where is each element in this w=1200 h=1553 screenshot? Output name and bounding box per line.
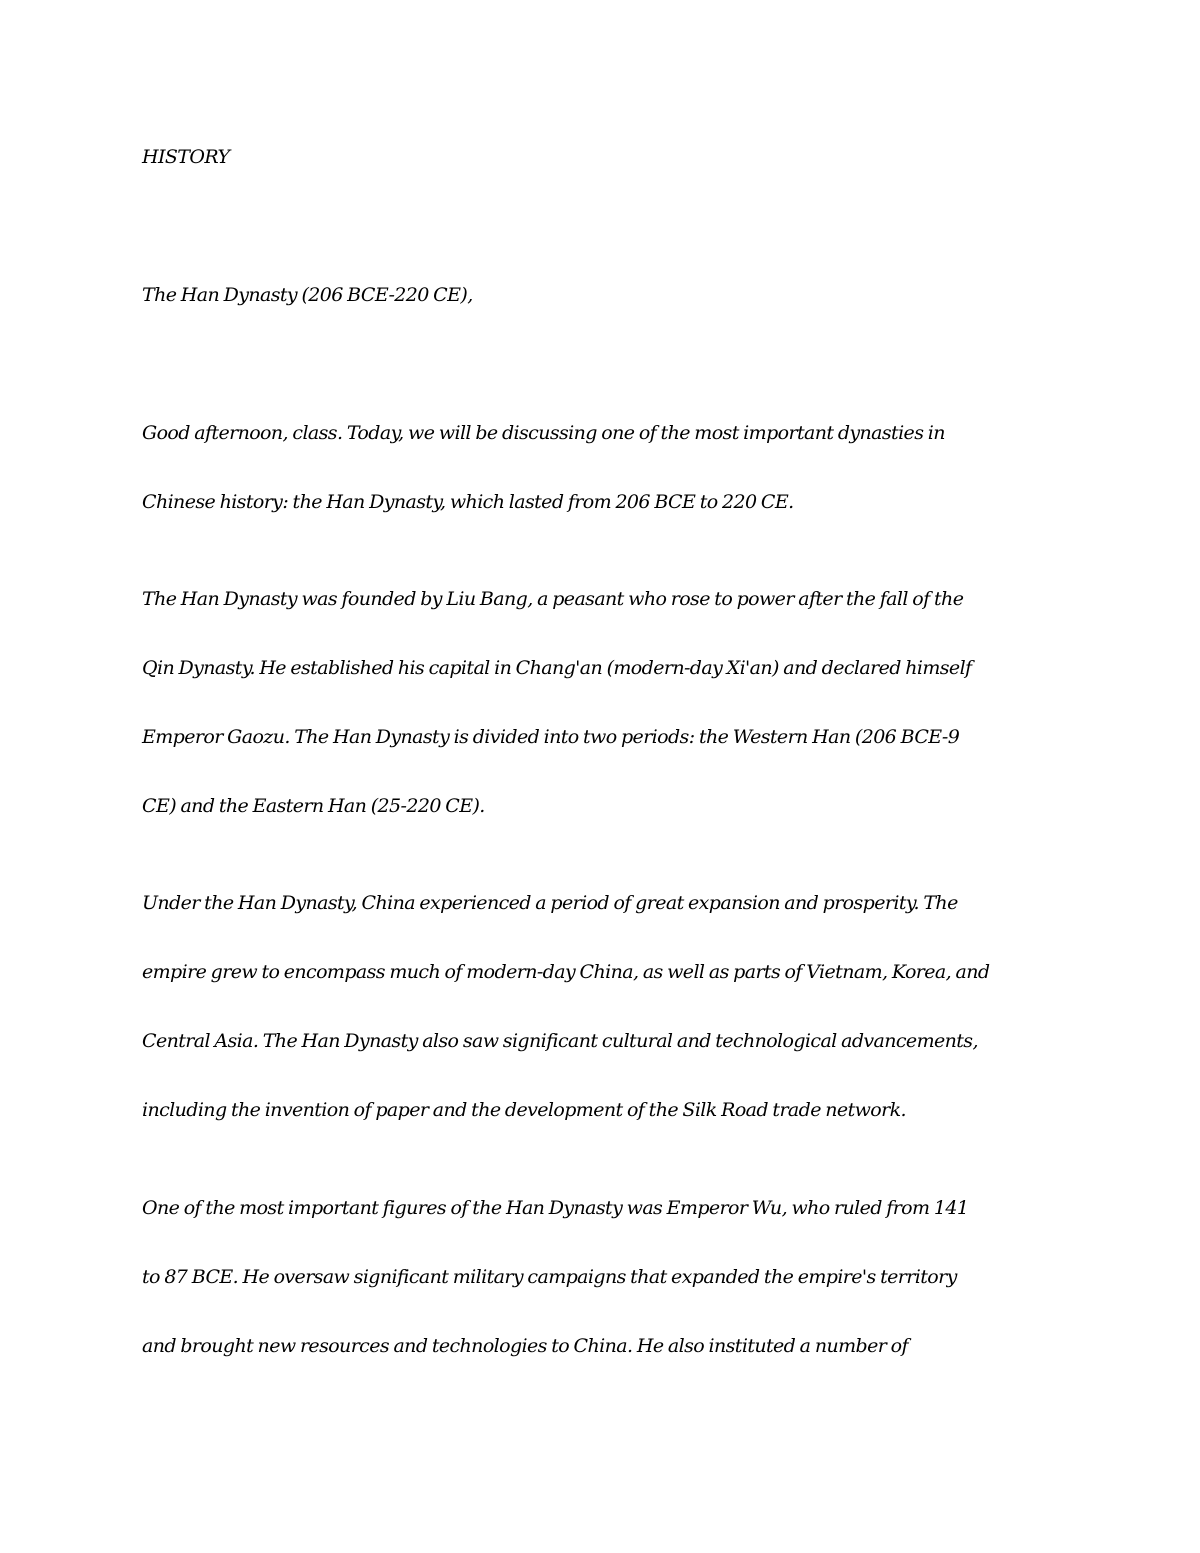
paragraph-line: Under the Han Dynasty, China experienced a period of great expansion and prosperity. The: [142, 892, 958, 914]
paragraph-line: One of the most important figures of the Han Dynasty was Emperor Wu, who ruled from 141: [142, 1197, 969, 1219]
document-subheading: The Han Dynasty (206 BCE-220 CE),: [142, 284, 473, 306]
paragraph-line: to 87 BCE. He oversaw significant military campaigns that expanded the empire's territory: [142, 1266, 957, 1288]
paragraph-line: empire grew to encompass much of modern-day China, as well as parts of Vietnam, Korea, and: [142, 961, 990, 983]
paragraph-line: including the invention of paper and the development of the Silk Road trade network.: [142, 1099, 906, 1121]
paragraph-line: The Han Dynasty was founded by Liu Bang, a peasant who rose to power after the fall of the: [142, 588, 964, 610]
paragraph-line: Qin Dynasty. He established his capital in Chang'an (modern-day Xi'an) and declared himself: [142, 657, 972, 679]
paragraph-line: CE) and the Eastern Han (25-220 CE).: [142, 795, 485, 817]
paragraph-line: Good afternoon, class. Today, we will be discussing one of the most important dynasties in: [142, 422, 945, 444]
paragraph-line: Central Asia. The Han Dynasty also saw significant cultural and technological advancements,: [142, 1030, 978, 1052]
paragraph-line: and brought new resources and technologies to China. He also instituted a number of: [142, 1335, 908, 1357]
paragraph-line: Chinese history: the Han Dynasty, which lasted from 206 BCE to 220 CE.: [142, 491, 794, 513]
paragraph-line: Emperor Gaozu. The Han Dynasty is divided into two periods: the Western Han (206 BCE-9: [142, 726, 960, 748]
document-heading: HISTORY: [142, 146, 230, 168]
